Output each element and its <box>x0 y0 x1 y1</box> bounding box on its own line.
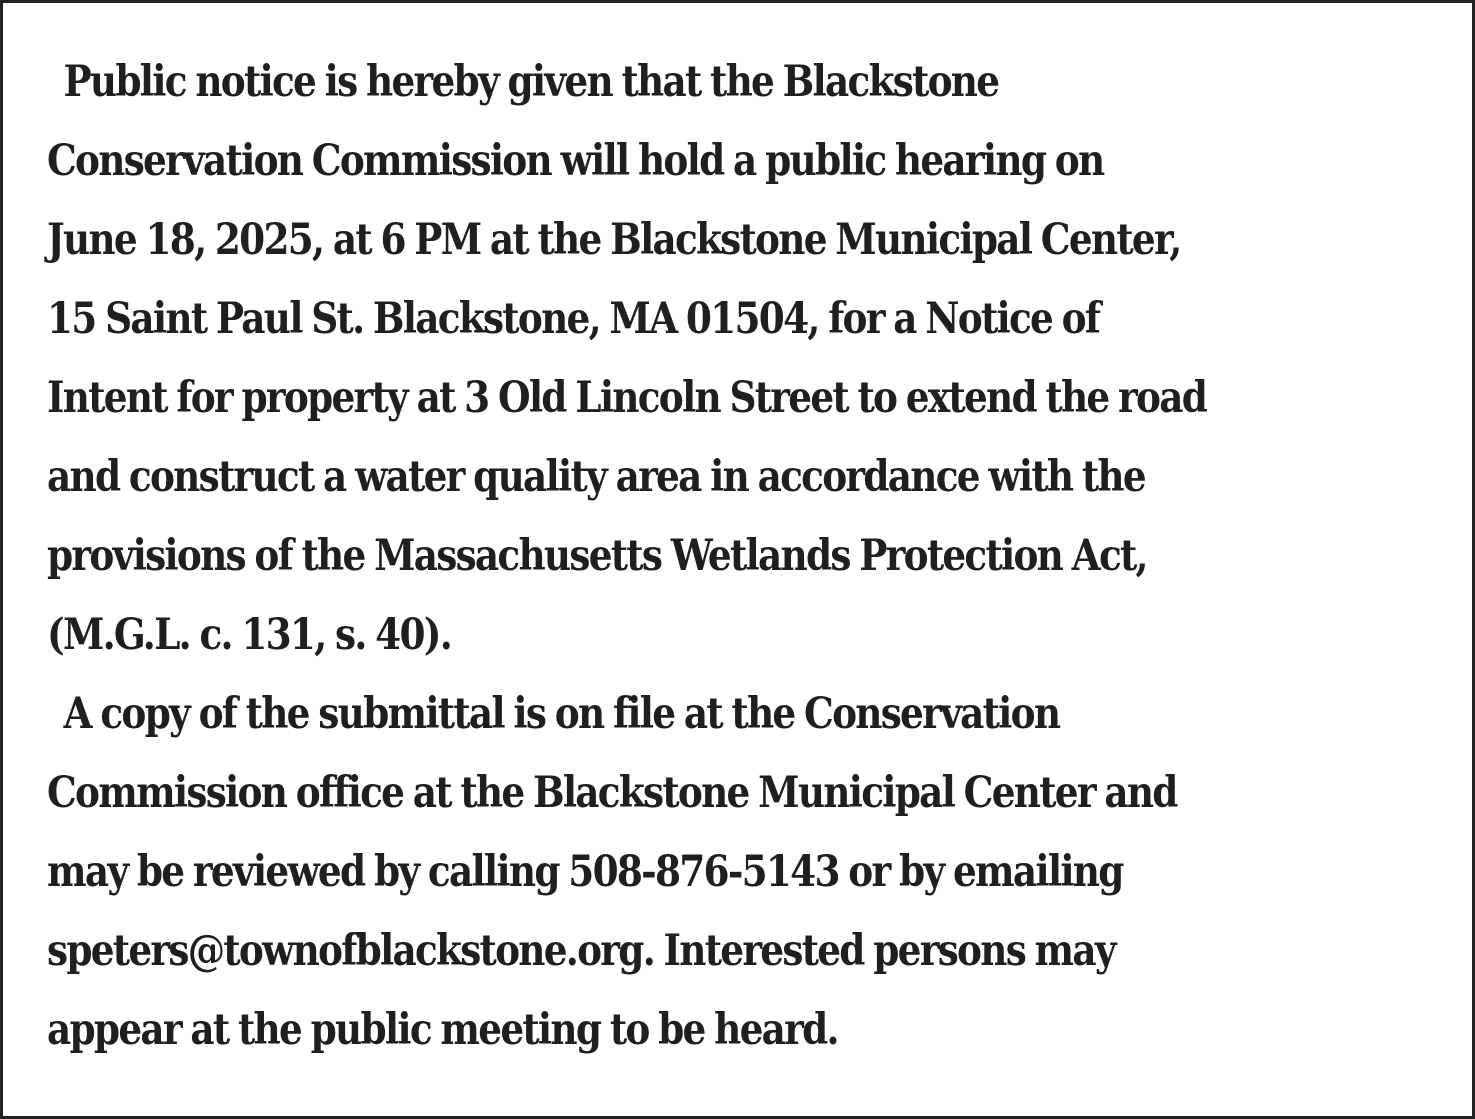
notice-line: (M.G.L. c. 131, s. 40). <box>47 610 452 660</box>
notice-line: A copy of the submittal is on file at the Conservation <box>63 689 1060 739</box>
notice-line: 15 Saint Paul St. Blackstone, MA 01504, for a Notice of <box>47 294 1100 344</box>
notice-line: June 18, 2025, at 6 PM at the Blackstone Municipal Center, <box>47 215 1181 265</box>
notice-line: and construct a water quality area in accordance with the <box>47 452 1145 502</box>
notice-line: speters@townofblackstone.org. Interested persons may <box>47 926 1115 976</box>
notice-line: Intent for property at 3 Old Lincoln Street to extend the road <box>47 373 1207 423</box>
notice-line: may be reviewed by calling 508-876-5143 or by emailing <box>47 847 1123 897</box>
notice-line: Conservation Commission will hold a public hearing on <box>47 136 1104 186</box>
notice-line: Commission office at the Blackstone Municipal Center and <box>47 768 1177 818</box>
notice-line: Public notice is hereby given that the Blackstone <box>63 57 999 107</box>
notice-body <box>47 43 1274 1070</box>
notice-line: appear at the public meeting to be heard. <box>47 1005 838 1055</box>
notice-line: provisions of the Massachusetts Wetlands Protection Act, <box>47 531 1147 581</box>
